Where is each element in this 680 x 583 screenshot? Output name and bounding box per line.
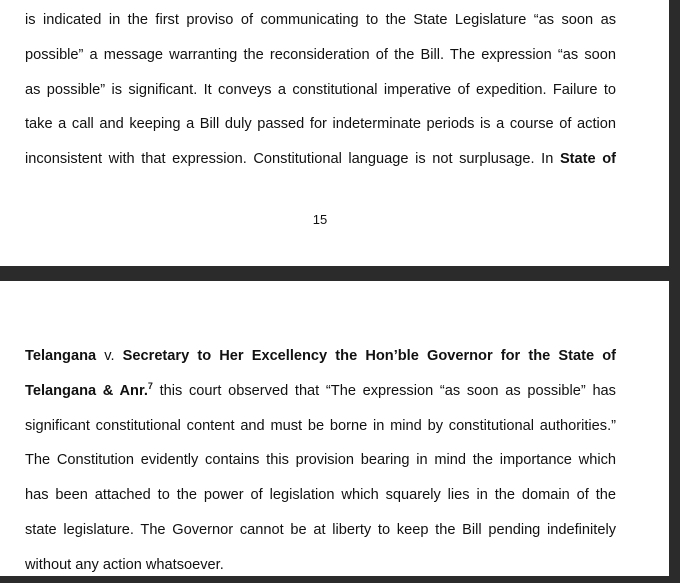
paragraph bbox=[25, 3, 616, 177]
text-line bbox=[25, 142, 616, 177]
case-name-bold: Telangana bbox=[25, 348, 97, 364]
case-name-bold: Telangana & Anr. bbox=[25, 382, 148, 399]
text-line: The Constitution evidently contains this provision bearing in mind the importance which bbox=[25, 452, 616, 469]
text-line bbox=[25, 374, 616, 409]
text-line: state legislature. The Governor cannot be at liberty to keep the Bill pending indefinitely bbox=[25, 521, 616, 538]
text-line bbox=[25, 339, 616, 374]
text-line: has been attached to the power of legislation which squarely lies in the domain of the bbox=[25, 487, 616, 504]
case-name-bold: Secretary to Her Excellency the Hon’ble Governor for the State of bbox=[122, 348, 616, 364]
text-line: as possible” is significant. It conveys a constitutional imperative of expedition. Failure to bbox=[25, 81, 616, 98]
versus-text: v. bbox=[104, 348, 115, 364]
text-line: significant constitutional content and must be borne in mind by constitutional authorities.” bbox=[25, 417, 616, 434]
text-line: is indicated in the first proviso of communicating to the State Legislature “as soon as bbox=[25, 12, 616, 28]
page-number: 15 bbox=[312, 212, 328, 227]
case-name-bold: State of bbox=[559, 151, 616, 168]
text-segment: this court observed that “The expression “as soon as possible” has bbox=[159, 382, 616, 399]
text-line: take a call and keeping a Bill duly passed for indeterminate periods is a course of action bbox=[25, 116, 616, 133]
document-page-16 bbox=[0, 281, 669, 576]
text-segment: inconsistent with that expression. Constitutional language is not surplusage. In bbox=[25, 151, 554, 168]
text-line: without any action whatsoever. bbox=[25, 556, 224, 573]
paragraph bbox=[25, 339, 616, 583]
text-line: possible” a message warranting the reconsideration of the Bill. The expression “as soon bbox=[25, 46, 616, 63]
document-page-15 bbox=[0, 0, 669, 266]
footnote-reference[interactable]: 7 bbox=[147, 380, 153, 391]
viewer-background-edge bbox=[669, 0, 680, 576]
